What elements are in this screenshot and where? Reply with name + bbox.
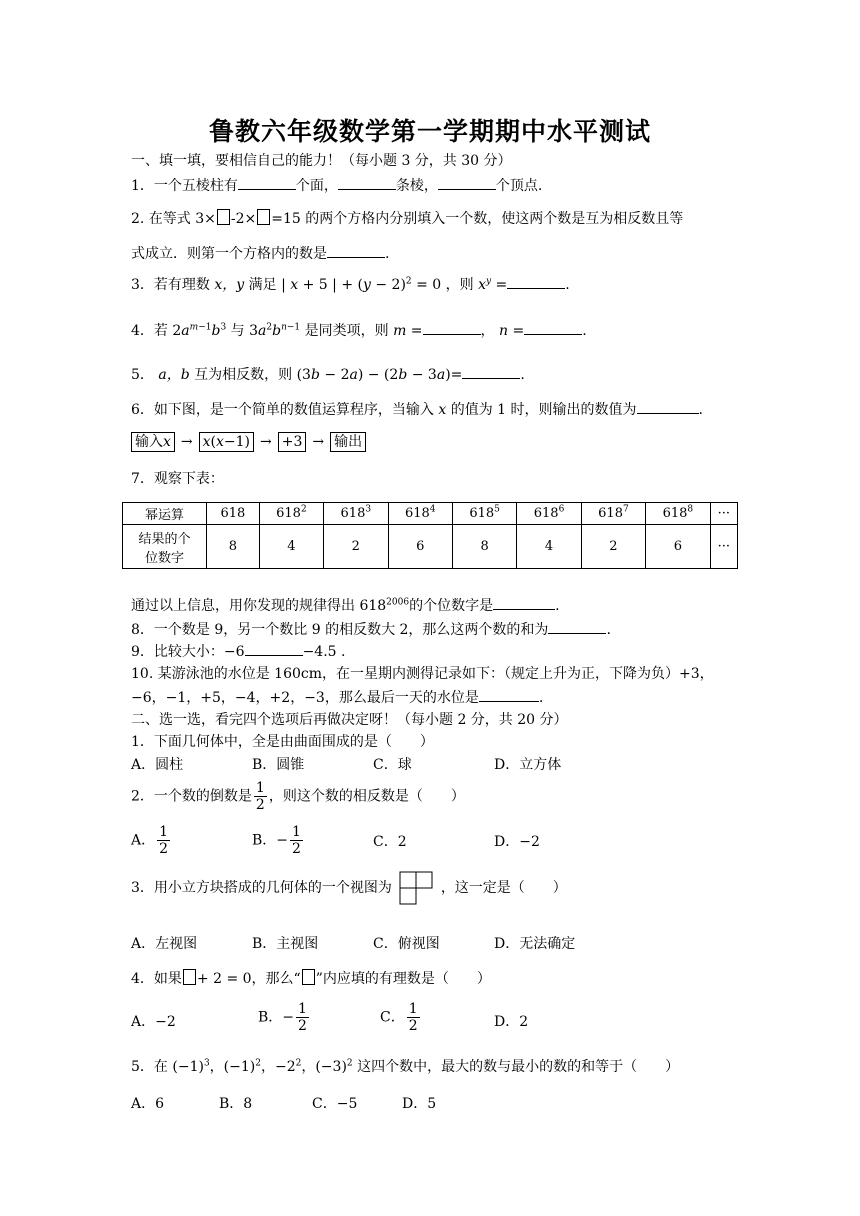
answer-blank[interactable]: [238, 177, 296, 190]
arrow-right-icon: →: [180, 434, 193, 450]
table-cell: $618^2$: [259, 503, 323, 525]
table-cell: $618^4$: [388, 503, 452, 525]
flow-add-box: +3: [278, 432, 307, 452]
table-cell: 8: [452, 525, 516, 569]
answer-blank[interactable]: [548, 621, 606, 634]
answer-blank[interactable]: [438, 177, 496, 190]
power-table: [122, 502, 738, 569]
answer-blank[interactable]: [338, 177, 396, 190]
question-2-1: 1．下面几何体中，全是由曲面围成的是（ ）: [131, 734, 434, 750]
answer-blank[interactable]: [327, 245, 385, 258]
math-expression: $x^y$ =: [478, 276, 508, 293]
answer-blank[interactable]: [479, 689, 539, 702]
option-a[interactable]: A． $\frac{1}{2}$: [131, 824, 169, 857]
table-header: 幂运算: [123, 503, 207, 525]
option-a[interactable]: A．左视图: [131, 936, 198, 952]
table-cell: $618^3$: [324, 503, 388, 525]
question-1-8: 8．一个数是 9，另一个数比 9 的相反数大 2，那么这两个数的和为 .: [131, 622, 611, 638]
section-1-heading: 一、填一填，要相信自己的能力！（每小题 3 分，共 30 分）: [131, 153, 512, 169]
table-cell: 6: [388, 525, 452, 569]
table-header: 结果的个 位数字: [123, 525, 207, 569]
math-expression: $3a^2b^{n-1}$: [249, 322, 301, 339]
option-d[interactable]: D．无法确定: [494, 936, 576, 952]
option-a[interactable]: A．6: [131, 1096, 165, 1112]
table-cell: $618^5$: [452, 503, 516, 525]
table-cell: 2: [324, 525, 388, 569]
option-b[interactable]: B．8: [219, 1096, 253, 1112]
question-1-10: 10. 某游泳池的水位是 160cm，在一星期内测得记录如下：（规定上升为正，下降为负）+3，: [131, 666, 714, 682]
answer-blank[interactable]: [245, 643, 303, 656]
box-placeholder: [302, 969, 315, 985]
answer-blank[interactable]: [493, 597, 555, 610]
box-placeholder: [217, 209, 230, 225]
table-cell: 2: [581, 525, 645, 569]
table-cell: 4: [517, 525, 581, 569]
box-placeholder: [257, 209, 270, 225]
question-2-2: 2．一个数的倒数是 $\frac{1}{2}$ ，则这个数的相反数是（ ）: [131, 780, 465, 813]
answer-blank[interactable]: [423, 322, 481, 335]
option-c[interactable]: C．−5: [312, 1096, 358, 1112]
question-1-4: 4．若 $2a^{m-1}b^3$ 与 $3a^2b^{n-1}$ 是同类项，则 m = ， n = .: [131, 322, 587, 339]
arrow-right-icon: →: [260, 434, 272, 450]
page-title: 鲁教六年级数学第一学期期中水平测试: [208, 117, 651, 146]
math-expression: $2a^{m-1}b^3$: [172, 322, 227, 339]
option-a[interactable]: A．−2: [131, 1014, 176, 1030]
question-1-5: 5． a，b 互为相反数，则 (3b − 2a) − (2b − 3a)= .: [131, 367, 525, 383]
question-1-7: 7．观察下表：: [131, 471, 224, 487]
option-c[interactable]: C． $\frac{1}{2}$: [380, 1001, 418, 1034]
question-1-2: 2. 在等式 3× -2× =15 的两个方格内分别填入一个数，使这两个数是互为相反数且等: [131, 211, 684, 227]
flow-compute-box: x(x−1): [199, 432, 254, 452]
answer-blank[interactable]: [507, 276, 565, 289]
option-b[interactable]: B．主视图: [252, 936, 319, 952]
flow-output-box: 输出: [330, 432, 366, 452]
option-b[interactable]: B．− $\frac{1}{2}$: [258, 1001, 307, 1034]
math-expression: (3b − 2a) − (2b − 3a): [296, 367, 451, 383]
table-cell: 6: [646, 525, 710, 569]
question-1-7-cont: 通过以上信息，用你发现的规律得出 $618^{2006}$的个位数字是 .: [131, 597, 560, 614]
question-1-2-cont: 式成立．则第一个方格内的数是 .: [131, 246, 390, 262]
table-cell: $618^6$: [517, 503, 581, 525]
flowchart: [131, 432, 366, 452]
question-2-3: 3．用小立方块搭成的几何体的一个视图为 ，这一定是（ ）: [131, 871, 567, 905]
table-cell: $618^7$: [581, 503, 645, 525]
question-1-3: 3．若有理数 x，y 满足 | x + 5 | + $(y - 2)^2 = 0$ ，则 $x^y$ = .: [131, 276, 570, 293]
option-d[interactable]: D．5: [402, 1096, 437, 1112]
grid-view-icon: [399, 871, 433, 905]
math-expression: $(-1)^3$，$(-1)^2$，$-2^2$，$(-3)^2$: [172, 1058, 353, 1075]
arrow-right-icon: →: [312, 434, 325, 450]
question-1-9: 9．比较大小：−6 −4.5 .: [131, 644, 346, 660]
option-c[interactable]: C．球: [373, 757, 412, 773]
question-1-6: 6．如下图，是一个简单的数值运算程序，当输入 x 的值为 1 时，则输出的数值为 .: [131, 402, 703, 418]
option-b[interactable]: B．圆锥: [252, 757, 305, 773]
option-c[interactable]: C．俯视图: [373, 936, 440, 952]
answer-blank[interactable]: [524, 322, 582, 335]
question-1-10-cont: −6，−1，+5，−4，+2，−3，那么最后一天的水位是 .: [131, 690, 544, 706]
option-d[interactable]: D．2: [494, 1014, 529, 1030]
table-cell: ···: [710, 503, 737, 525]
question-1-1: 1．一个五棱柱有 个面， 条棱， 个顶点.: [131, 178, 543, 194]
box-placeholder: [183, 969, 196, 985]
math-vars: x，y: [214, 277, 245, 293]
option-d[interactable]: D．−2: [494, 834, 540, 850]
question-2-4: 4．如果 + 2 = 0，那么“ ”内应填的有理数是（ ）: [131, 971, 491, 987]
math-expression: | x + 5 | + $(y - 2)^2 = 0$: [281, 276, 442, 293]
question-2-5: 5．在 $(-1)^3$，$(-1)^2$，$-2^2$，$(-3)^2$ 这四个数中，最大的数与最小的数的和等于（ ）: [131, 1058, 680, 1075]
section-2-heading: 二、选一选，看完四个选项后再做决定呀！（每小题 2 分，共 20 分）: [131, 712, 568, 728]
fraction: $\frac{1}{2}$: [255, 780, 265, 813]
option-d[interactable]: D．立方体: [494, 757, 562, 773]
option-a[interactable]: A．圆柱: [131, 757, 184, 773]
answer-blank[interactable]: [637, 401, 699, 414]
table-cell: $618^8$: [646, 503, 710, 525]
table-cell: 618: [207, 503, 260, 525]
table-cell: 8: [207, 525, 260, 569]
answer-blank[interactable]: [462, 366, 520, 379]
option-c[interactable]: C．2: [373, 834, 407, 850]
table-cell: 4: [259, 525, 323, 569]
flow-input-box: 输入x: [131, 432, 175, 452]
option-b[interactable]: B．− $\frac{1}{2}$: [252, 824, 301, 857]
table-cell: ···: [710, 525, 737, 569]
